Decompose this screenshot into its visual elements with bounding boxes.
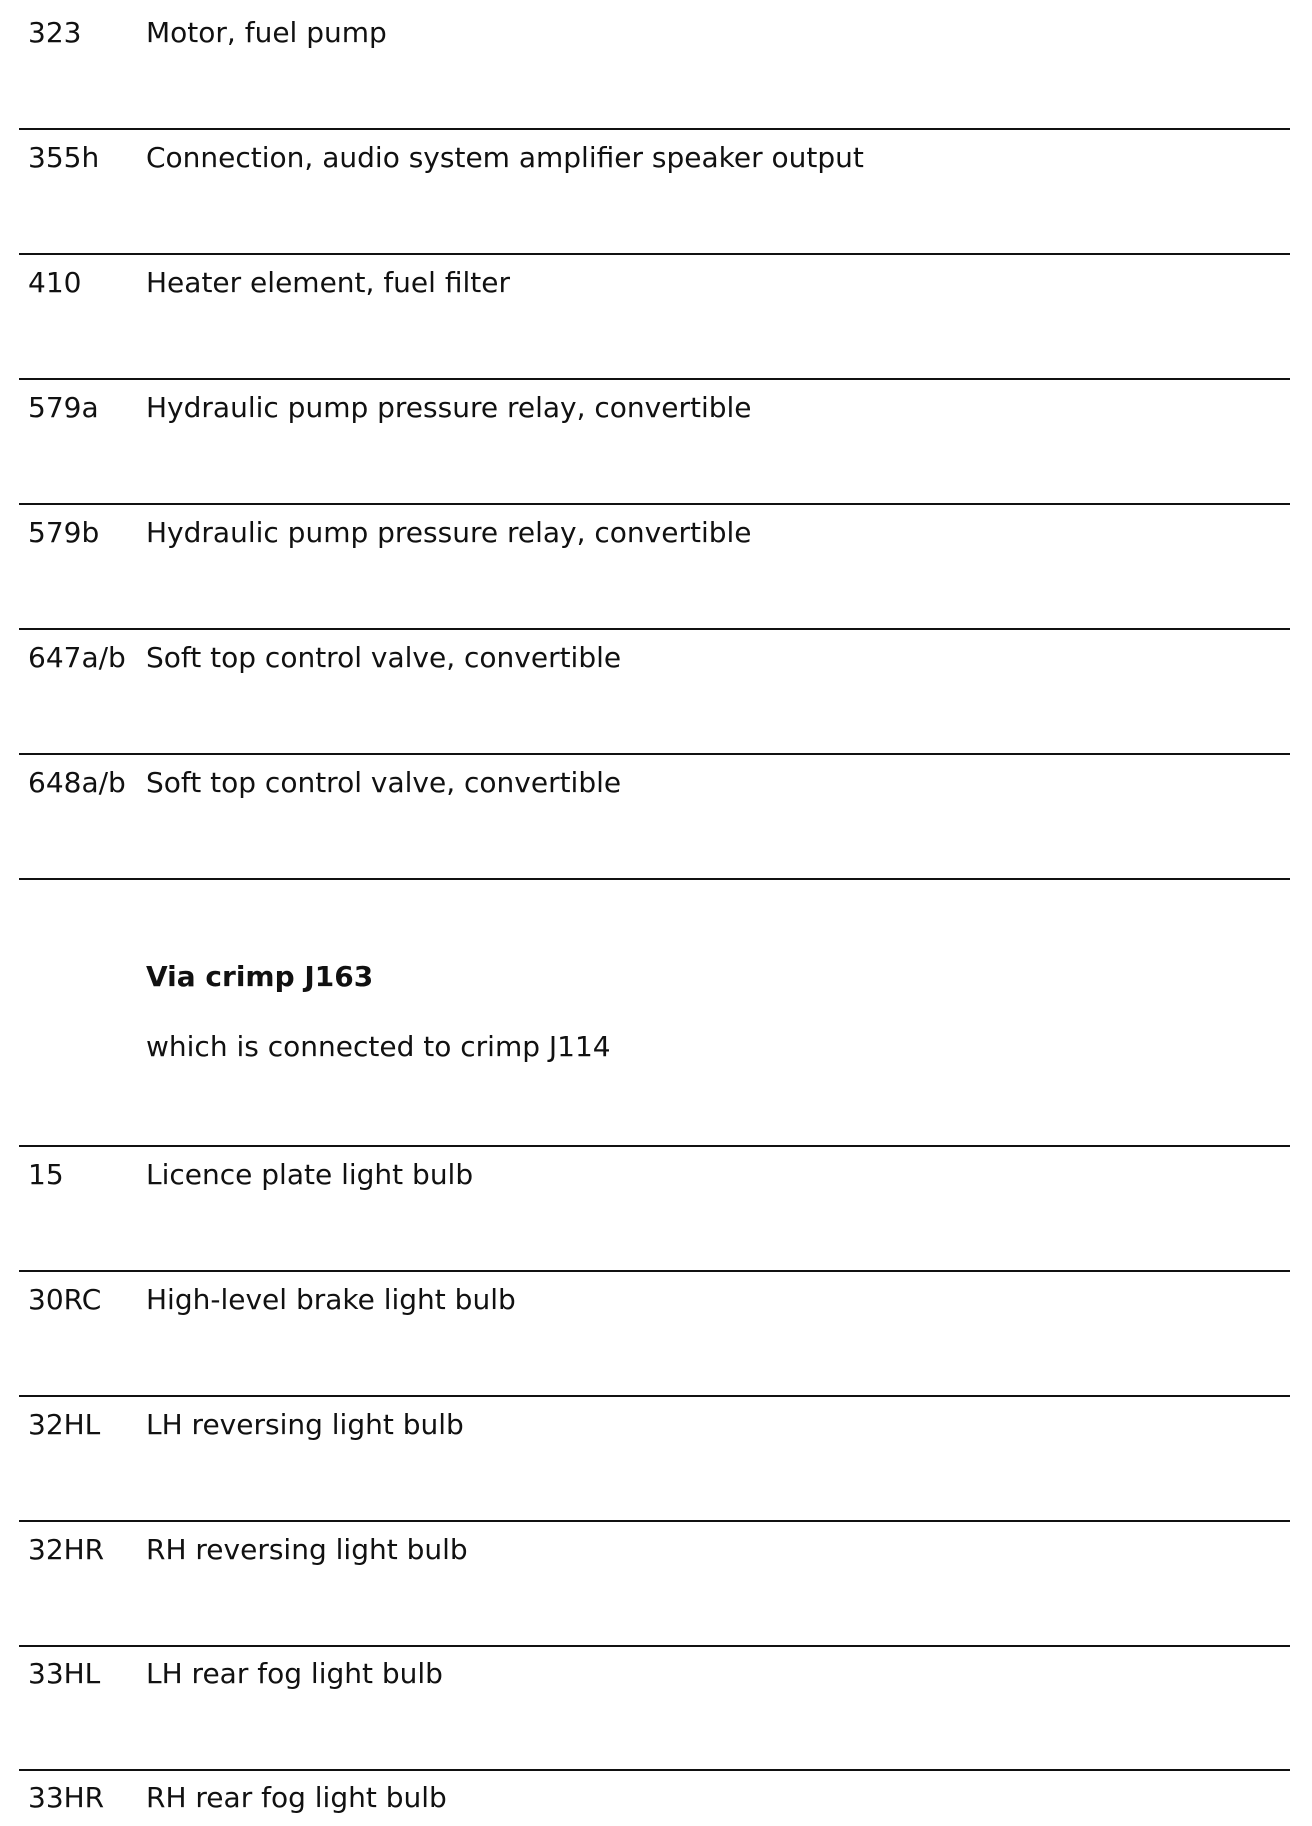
item-description: Connection, audio system amplifier speaker output	[146, 141, 864, 174]
item-description: High-level brake light bulb	[146, 1283, 516, 1316]
item-code: 323	[28, 16, 82, 49]
divider	[19, 378, 1290, 380]
item-code: 647a/b	[28, 641, 126, 674]
list-item	[28, 16, 1290, 50]
list-item	[28, 1283, 1290, 1317]
item-description: Heater element, fuel filter	[146, 266, 510, 299]
divider	[19, 128, 1290, 130]
item-code: 410	[28, 266, 82, 299]
list-item	[28, 391, 1290, 425]
item-description: RH reversing light bulb	[146, 1533, 468, 1566]
item-code: 33HR	[28, 1781, 105, 1814]
list-item	[28, 1657, 1290, 1691]
item-description: Soft top control valve, convertible	[146, 641, 622, 674]
divider	[19, 1645, 1290, 1647]
list-item	[28, 1158, 1290, 1192]
item-description: LH reversing light bulb	[146, 1408, 464, 1441]
item-code: 355h	[28, 141, 100, 174]
item-description: Motor, fuel pump	[146, 16, 387, 49]
item-code: 32HR	[28, 1533, 105, 1566]
item-code: 648a/b	[28, 766, 126, 799]
list-item	[28, 766, 1290, 800]
divider	[19, 628, 1290, 630]
list-item	[28, 641, 1290, 675]
item-code: 579a	[28, 391, 99, 424]
list-item	[28, 141, 1290, 175]
divider	[19, 1769, 1290, 1771]
divider	[19, 503, 1290, 505]
list-item	[28, 266, 1290, 300]
item-code: 33HL	[28, 1657, 101, 1690]
divider	[19, 753, 1290, 755]
item-code: 30RC	[28, 1283, 102, 1316]
section-title: Via crimp J163	[146, 960, 374, 993]
list-item	[28, 1533, 1290, 1567]
divider	[19, 1145, 1290, 1147]
divider	[19, 878, 1290, 880]
list-item	[28, 1408, 1290, 1442]
section-note: which is connected to crimp J114	[146, 1030, 611, 1063]
list-item	[28, 516, 1290, 550]
item-description: LH rear fog light bulb	[146, 1657, 443, 1690]
item-description: Soft top control valve, convertible	[146, 766, 622, 799]
item-code: 32HL	[28, 1408, 101, 1441]
divider	[19, 1270, 1290, 1272]
divider	[19, 253, 1290, 255]
list-item	[28, 1781, 1290, 1815]
item-code: 15	[28, 1158, 64, 1191]
item-description: Hydraulic pump pressure relay, convertible	[146, 516, 752, 549]
item-description: Hydraulic pump pressure relay, convertible	[146, 391, 752, 424]
item-description: Licence plate light bulb	[146, 1158, 474, 1191]
divider	[19, 1395, 1290, 1397]
item-code: 579b	[28, 516, 100, 549]
item-description: RH rear fog light bulb	[146, 1781, 447, 1814]
divider	[19, 1520, 1290, 1522]
